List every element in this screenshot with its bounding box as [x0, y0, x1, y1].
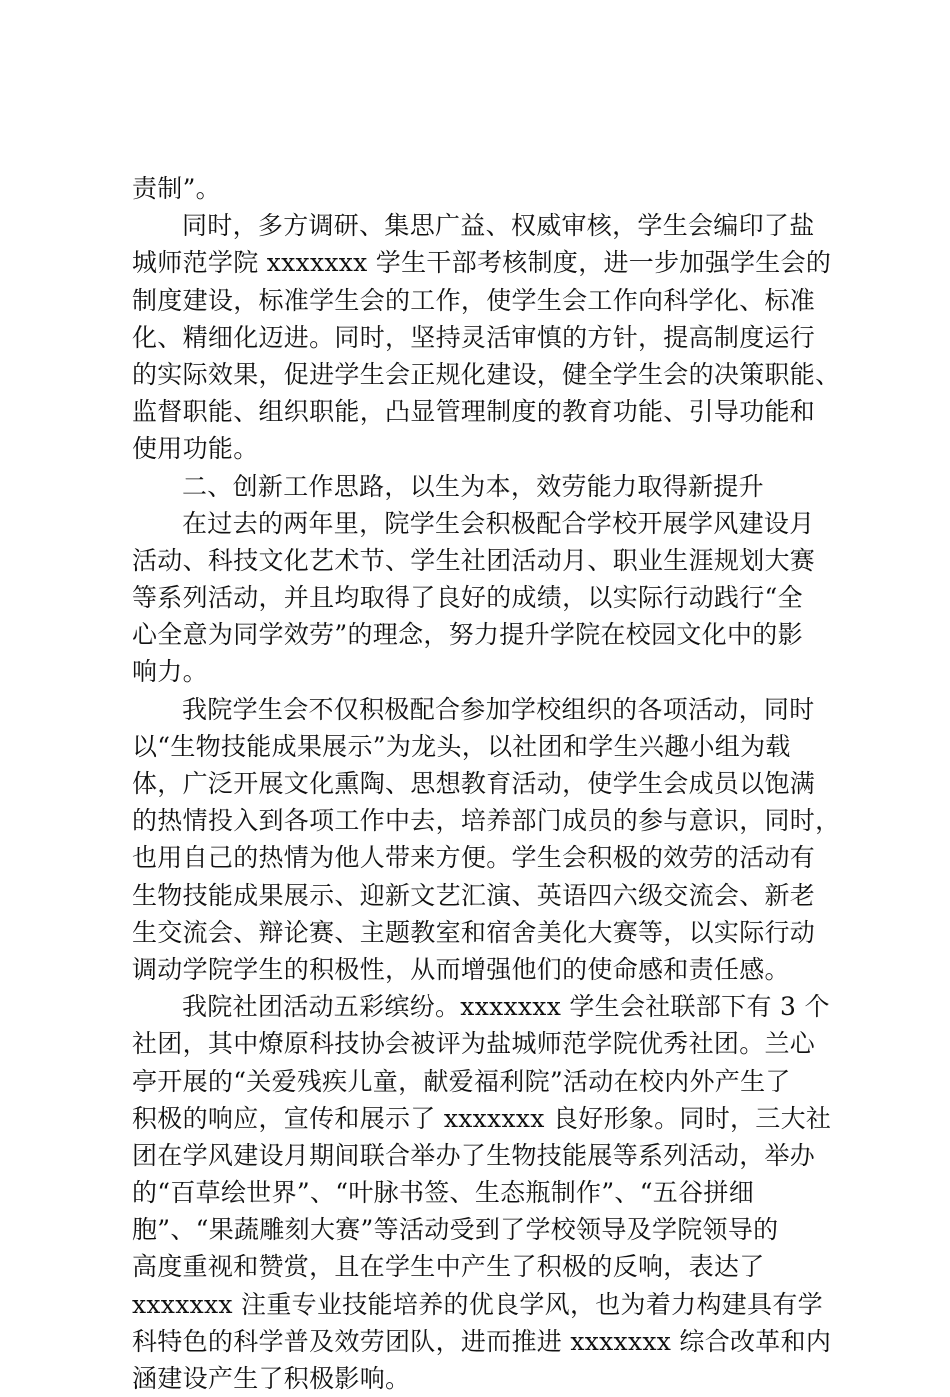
text-line: 使用功能。 — [132, 434, 259, 464]
text-line: 体，广泛开展文化熏陶、思想教育活动，使学生会成员以饱满 — [132, 769, 816, 798]
text-line: 的热情投入到各项工作中去，培养部门成员的参与意识，同时， — [132, 806, 841, 836]
text-line: 二、创新工作思路，以生为本，效劳能力取得新提升 — [182, 471, 764, 501]
text-line: 响力。 — [132, 657, 208, 687]
text-line: 制度建设，标准学生会的工作，使学生会工作向科学化、标准 — [132, 285, 816, 315]
text-line: 生物技能成果展示、迎新文艺汇演、英语四六级交流会、新老 — [132, 880, 816, 910]
text-line: 我院社团活动五彩缤纷。xxxxxxx 学生会社联部下有 3 个 — [182, 992, 830, 1022]
text-line: 监督职能、组织职能，凸显管理制度的教育功能、引导功能和 — [132, 397, 816, 427]
text-line: 等系列活动，并且均取得了良好的成绩，以实际行动践行“全 — [132, 583, 803, 613]
text-line: 我院学生会不仅积极配合参加学校组织的各项活动，同时 — [182, 694, 815, 724]
text-line: 城师范学院 xxxxxxx 学生干部考核制度，进一步加强学生会的 — [132, 248, 832, 278]
text-line: 的实际效果，促进学生会正规化建设，健全学生会的决策职能、 — [132, 359, 841, 389]
text-line: 同时，多方调研、集思广益、权威审核，学生会编印了盐 — [182, 211, 815, 241]
text-line: 胞”、“果蔬雕刻大赛”等活动受到了学校领导及学院领导的 — [132, 1215, 779, 1245]
text-line: xxxxxxx 注重专业技能培养的优良学风，也为着力构建具有学 — [132, 1289, 823, 1319]
text-line: 在过去的两年里，院学生会积极配合学校开展学风建设月 — [182, 508, 815, 538]
text-line: 化、精细化迈进。同时，坚持灵活审慎的方针，提高制度运行 — [132, 322, 816, 352]
text-line: 社团，其中燎原科技协会被评为盐城师范学院优秀社团。兰心 — [132, 1029, 816, 1059]
text-line: 涵建设产生了积极影响。 — [132, 1364, 411, 1393]
text-line: 的“百草绘世界”、“叶脉书签、生态瓶制作”、“五谷拼细 — [132, 1178, 755, 1208]
document-body — [132, 170, 841, 1397]
text-line: 调动学院学生的积极性，从而增强他们的使命感和责任感。 — [132, 954, 790, 984]
text-line: 以“生物技能成果展示”为龙头，以社团和学生兴趣小组为载 — [132, 731, 791, 761]
text-line: 责制”。 — [132, 174, 221, 203]
text-line: 活动、科技文化艺术节、学生社团活动月、职业生涯规划大赛 — [132, 545, 816, 575]
text-line: 积极的响应，宣传和展示了 xxxxxxx 良好形象。同时，三大社 — [132, 1103, 832, 1133]
text-line: 心全意为同学效劳”的理念，努力提升学院在校园文化中的影 — [132, 620, 803, 650]
text-line: 亭开展的“关爱残疾儿童，献爱福利院”活动在校内外产生了 — [132, 1066, 791, 1096]
text-line: 高度重视和赞赏，且在学生中产生了积极的反响，表达了 — [132, 1252, 765, 1282]
text-line: 也用自己的热情为他人带来方便。学生会积极的效劳的活动有 — [132, 843, 816, 873]
text-line: 生交流会、辩论赛、主题教室和宿舍美化大赛等，以实际行动 — [132, 917, 816, 947]
text-line: 团在学风建设月期间联合举办了生物技能展等系列活动，举办 — [132, 1140, 816, 1170]
text-line: 科特色的科学普及效劳团队，进而推进 xxxxxxx 综合改革和内 — [132, 1326, 832, 1356]
